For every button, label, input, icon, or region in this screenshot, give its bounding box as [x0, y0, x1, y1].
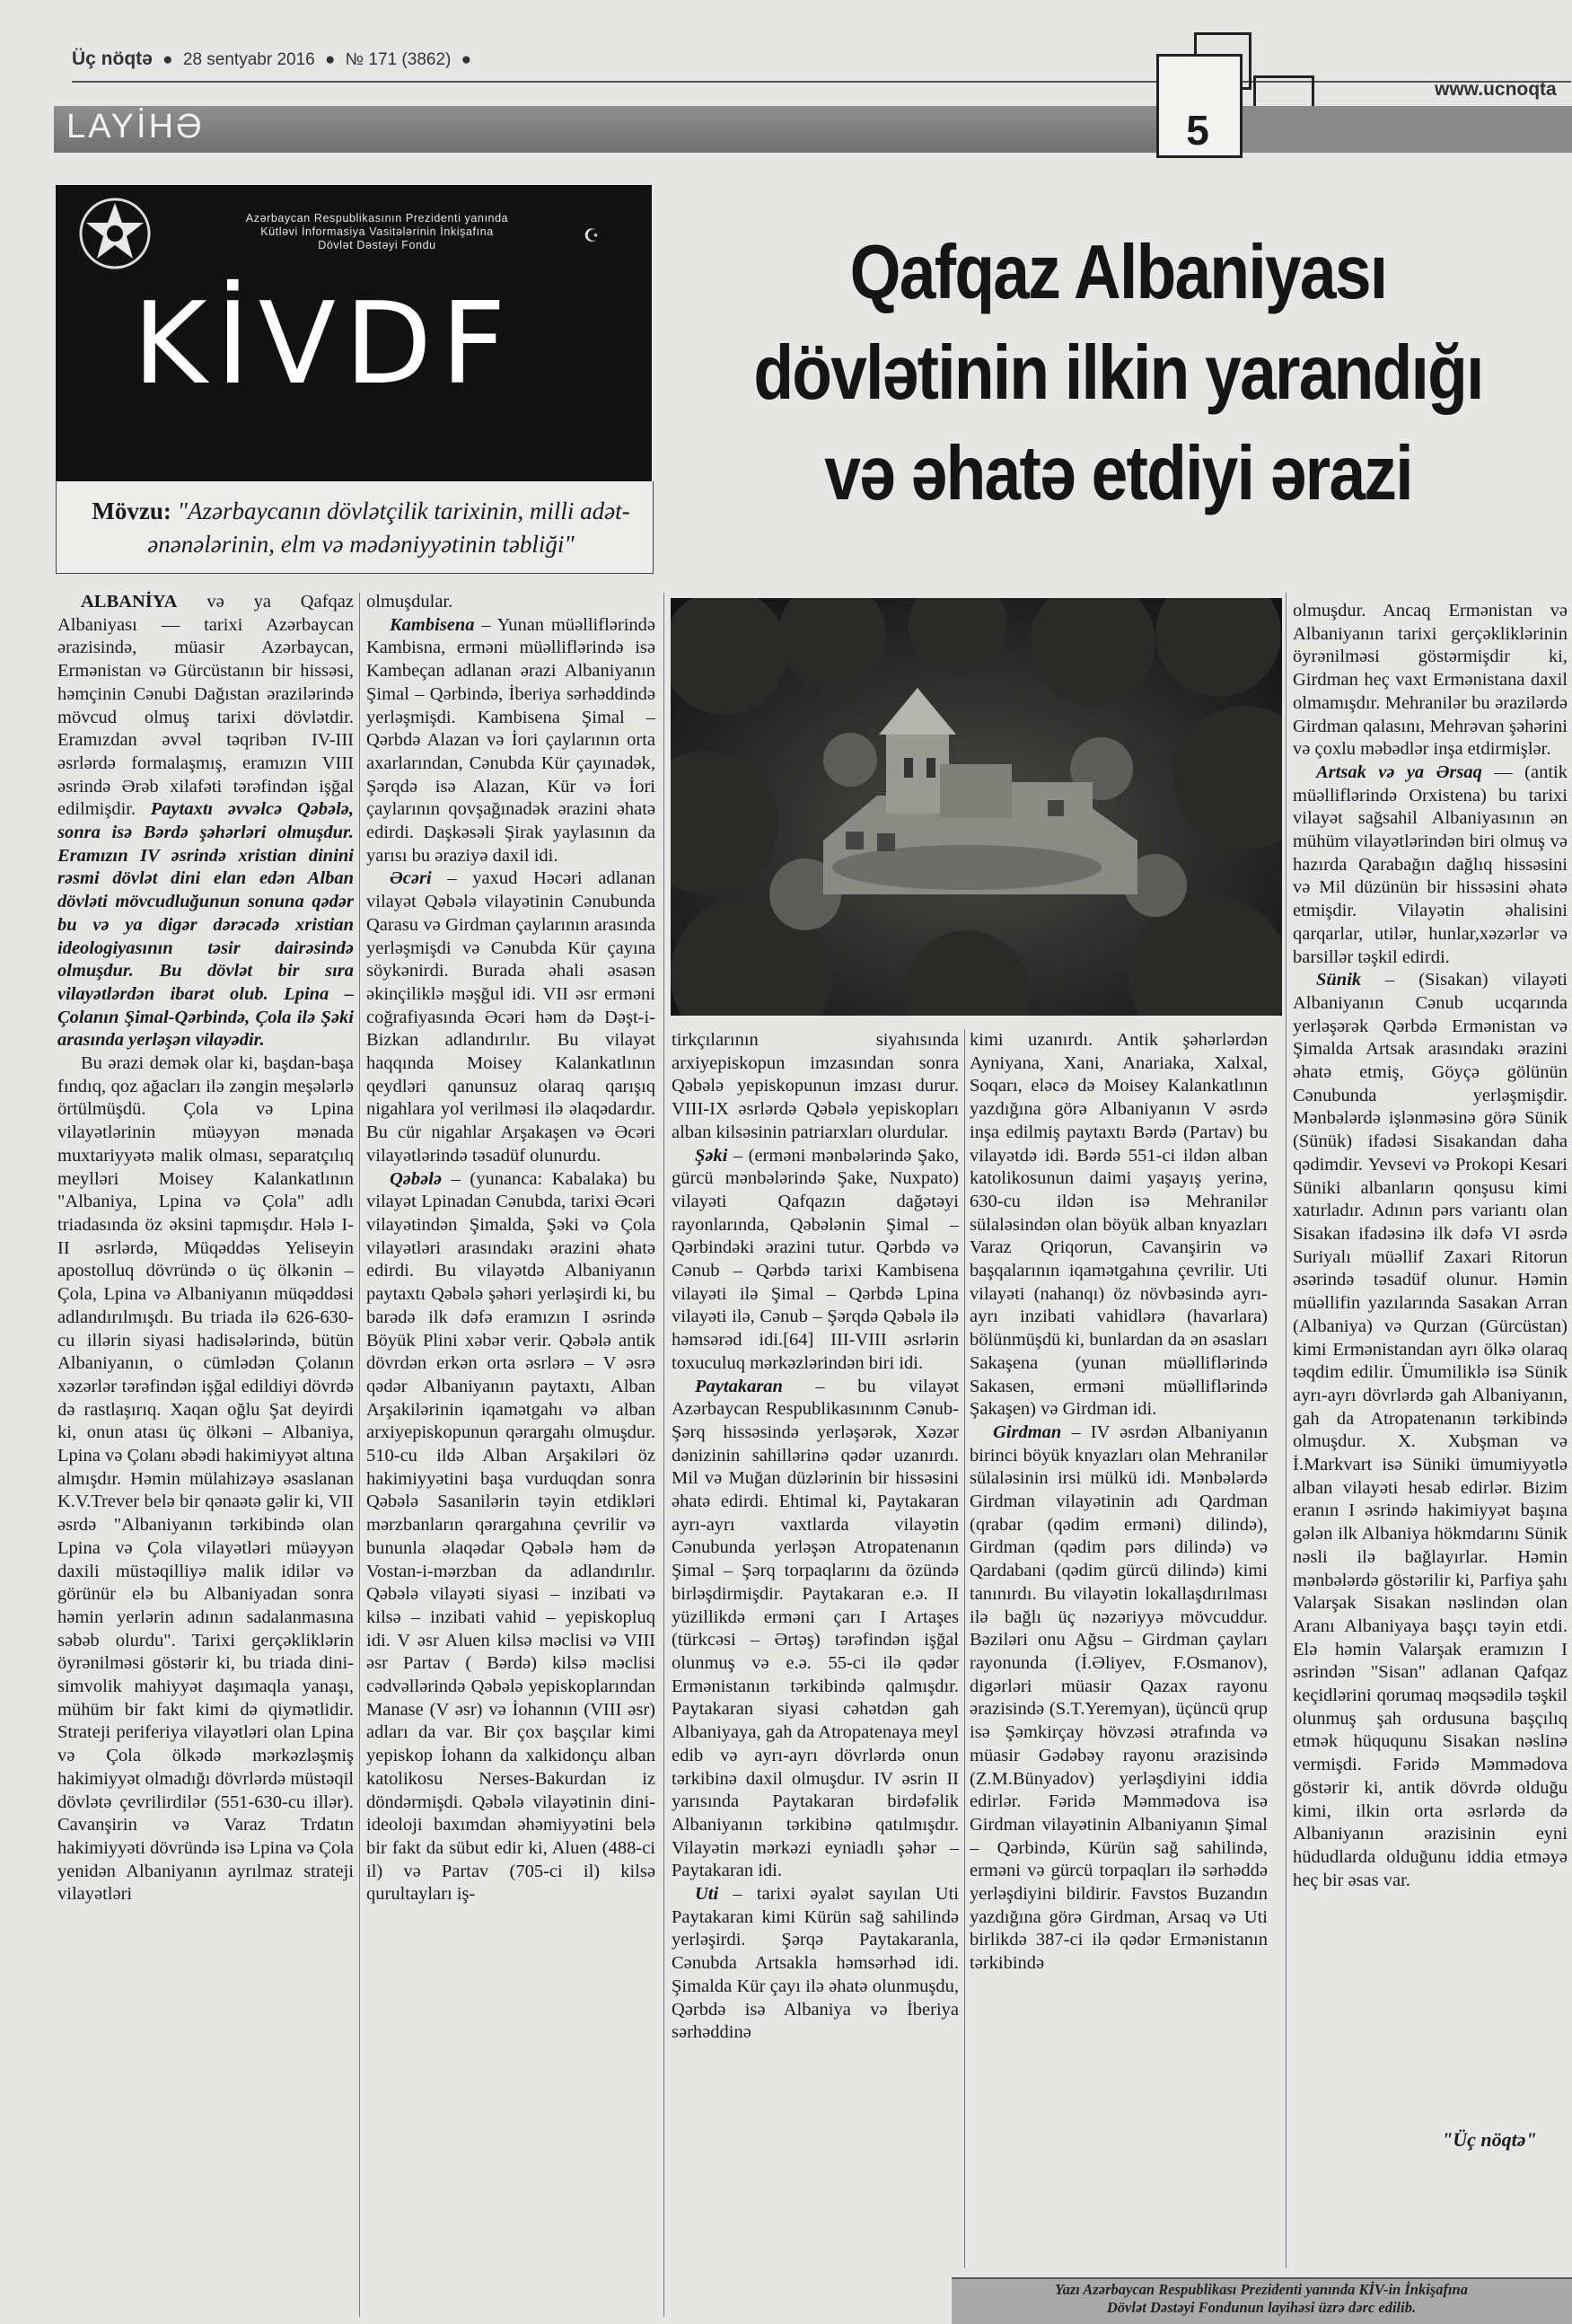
- topic-label: Mövzu:: [92, 497, 171, 524]
- paragraph-text: olmuşdular.: [366, 592, 453, 612]
- region-name: Girdman: [993, 1422, 1062, 1442]
- region-name: Qəbələ: [390, 1168, 443, 1189]
- column-rule: [1286, 593, 1287, 2268]
- kivdf-emblem-icon: [77, 196, 153, 271]
- region-name: Şəki: [695, 1145, 728, 1166]
- bullet-separator: ●: [325, 50, 336, 69]
- headline-line: və əhatə etdiyi ərazi: [824, 431, 1412, 516]
- newspaper-name: Üç nöqtə: [72, 48, 153, 69]
- kivdf-org-line: Azərbaycan Respublikasının Prezidenti yanında: [245, 212, 509, 224]
- issue-number: № 171 (3862): [345, 50, 452, 69]
- bullet-separator: ●: [162, 50, 173, 69]
- page-number: 5: [1186, 107, 1209, 154]
- kivdf-org-line: Dövlət Dəstəyi Fondu: [318, 239, 436, 251]
- region-name: Əcəri: [390, 868, 432, 889]
- paragraph-text: və ya Qafqaz Albaniyası — tarixi Azərbaycan ərazisində, müasir Azərbaycan, Ermənistan və Gürcüstanın bir hissəsi, həmçinin Cənubi Dağıstan ərazilərində mövcud olmuş tarixi dövlətdir. Eramızdan əvvəl təqribən IV-III əsrlərdə formalaşmış, eramızın VIII əsrində Ərəb xilafəti tərəfindən işğal edilmişdir.: [57, 592, 354, 820]
- region-name: Artsak və ya Ərsaq: [1316, 761, 1482, 782]
- kivdf-title: KİVDF: [133, 277, 515, 409]
- kivdf-org-name: [171, 212, 584, 252]
- headline-line: dövlətinin ilkin yarandığı: [753, 330, 1483, 416]
- paragraph-text: kimi uzanırdı. Antik şəhərlərdən Ayniyana, Xani, Anariaka, Xalxal, Soqarı, eləcə də Moisey Kalankatlının yazdığına görə Albaniyanın V əsrdə inşa edilmiş paytaxtı Bərdə (Partav) bu vilayətdə idi. Bərdə 551-ci ildən alban katolikosunun daimi yaşayış yerinə, 630-cu ildən isə Mehranilər sülaləsindən olan böyük alban knyazları Varaz Qriqorun, Cavanşirin və başqalarının iqamətgahına çevrilir. Uti vilayəti (nahanqı) öz növbəsində ayrı-ayrı inzibati vahidlərə (havarlara) bölünmüşdü ki, bunlardan da ən əsasları Sakaşena (yunan müəlliflərində Sakasen, erməni müəlliflərində Şakaşen) və Girdman idi.: [970, 1030, 1268, 1420]
- article-credit: "Üç nöqtə": [1442, 2128, 1537, 2151]
- footer-note: [961, 2281, 1562, 2317]
- crescent-star-icon: ☪: [584, 226, 600, 246]
- paragraph-text: — (antik müəlliflərində Orxistena) bu tarixi vilayət sağsahil Albaniyasının ən mühüm vilayətlərindən biri olmuş və hazırda Qarabağın dağlıq hissəsini və Mil düzünün bir hissəsini əhatə etmişdir. Vilayətin əhalisini qarqarlar, utilər, hunlar,xəzərlər və barsillər təşkil edirdi.: [1293, 761, 1568, 967]
- footer-line: Yazı Azərbaycan Respublikası Prezidenti yanında KİV-in İnkişafına: [1055, 2281, 1468, 2298]
- paragraph-text: – (Sisakan) vilayəti Albaniyanın Cənub ucqarında yerləşərək Qərbdə Ermənistan və Şimalda Artsak arasındakı ərazini əhatə etmiş, Göyçə gölünün Cənubunda yerləşmişdir. Mənbələrdə işlənməsinə görə Sünik (Sünük) ifadəsi Sisakandan daha qədimdir. Yevsevi və Prokopi Kesari Süniki albanların qonşusu kimi xatırladır. Adının pərs variantı olan Sisakan ifadəsinə ilk dəfə VI əsrdə Suriyalı müəllif Zaxari Ritorun əsərində təsadüf olunur. Həmin müəllifin yazılarında Sasakan Arran (Albaniya) və Qurzan (Gürcüstan) kimi Ermənistandan ayrı ölkə olaraq təqdim edilir. Ümumiliklə isə Sünik ayrı-ayrı dövrlərdə gah Albaniyanın, gah da Atropatenanın tərkibində olmuşdur. X. Xubşman və İ.Markvart isə Süniki ümumiyyətlə alban vilayəti hesab edirlər. Bizim eranın I əsrində hakimiyyət başına gələn ilk Albaniya hökmdarını Sünik nəsli ilə bağlayırlar. Həmin mənbələrdə göstərilir ki, Parfiya şahı Valarşak Sisakan nəslindən olan Aranı Albaniyaya başçı təyin etdi. Elə həmin Valarşak eramızın I əsrindən "Sisan" adlanan Qafqaz keçidlərini qorumaq məqsədilə təşkil olunmuş şah ordusuna başçılıq etmək hüququnu Sisakan nəslinə vermişdi. Fəridə Məmmədova göstərir ki, antik dövrdə olduğu kimi, ilkin orta əsrlərdə də Albaniyanın ərazisinin eyni hüdudlarda olduğunu iddia etməyə heç bir əsas var.: [1293, 970, 1568, 1890]
- topic-text: [83, 495, 639, 561]
- article-column-3: [672, 1029, 959, 2286]
- section-bar: [54, 106, 1156, 153]
- paragraph-text: – yaxud Həcəri adlanan vilayət Qəbələ vilayətinin Cənubunda Qarasu və Girdman çaylarının arasında yerləşmişdi və Cənubda Kür çayına söykənirdi. Burada əhali əsasən əkinçiliklə məşğul idi. VII əsr erməni coğrafiyasında Əcəri həm də Dəşt-i-Bizkan adlandırılır. Bu vilayət haqqında Moisey Kalankatlının qeydləri qanunsuz olaraq qarışıq nigahlara yol verilməsi ilə əlaqədardır. Bu cür nigahlar Arşakaşen və Əcəri vilayətlərində təsadüf olunurdu.: [366, 868, 655, 1166]
- footer-line: Dövlət Dəstəyi Fondunun layihəsi üzrə dərc edilib.: [1106, 2299, 1417, 2316]
- article-column-5: [1293, 600, 1568, 2216]
- region-name: Uti: [695, 1884, 719, 1905]
- paragraph-text: – Yunan müəlliflərində Kambisna, erməni müəlliflərində isə Kambeçan adlanan ərazi Albaniyanın Şimal – Qərbində, İberiya sərhəddində yerləşmişdi. Kambisena Şimal – Qərbdə Alazan və İori çaylarının orta axarlarından, Cənubda Kür çayınadək, Şərqdə isə Alazan, Kür və İori çaylarının qovşağınadək ərazini əhatə edirdi. Daşkəsəli Şirak yaylasının da yarısı bu əraziyə daxil idi.: [366, 614, 655, 866]
- emphasized-text: Paytaxtı əvvəlcə Qəbələ, sonra isə Bərdə şəhərləri olmuşdur. Eramızın IV əsrində xristian dinini rəsmi dövlət dini elan edən Alban dövləti mövcudluğunun sonuna qədər bu və ya digər dərəcədə xristian ideologiyasının təsir dairəsində olmuşdur. Bu dövlət bir sıra vilayətlərdən ibarət olub. Lpina – Çolanın Şimal-Qərbində, Çola ilə Şəki arasında yerləşən vilayədir.: [57, 799, 354, 1051]
- region-name: Paytakaran: [695, 1376, 783, 1396]
- kivdf-org-line: Kütləvi İnformasiya Vasitələrinin İnkişafına: [260, 225, 494, 238]
- article-column-4: [970, 1029, 1268, 2286]
- church-photo-icon: [671, 598, 1282, 1016]
- region-name: Sünik: [1316, 970, 1362, 990]
- paragraph-text: Bu ərazi demək olar ki, başdan-başa fındıq, qoz ağacları ilə zəngin meşələrlə örtülmüşdü. Çola və Lpina vilayətlərinin müəyyən mənada muxtariyyətə malik olması, separatçılıq meylləri Moisey Kalankatlının "Albaniya, Lpina və Çola" adlı triadasında öz əksini tapmışdır. Hələ I-II əsrlərdə, Müqəddəs Yeliseyin apostolluq dövründə o üç ölkənin – Çola, Lpina və Albaniyanın müqəddəsi adlandırılmışdı. Bu triada ilə 626-630-cu illərin siyasi hadisələrində, bütün Albaniyanın, o cümlədən Çolanın xəzərlər tərəfindən işğal edildiyi dövrdə də rastlaşırıq. Xaqan oğlu Şat deyirdi ki, onun atası üç ölkəni – Albaniya, Lpina və Çolanı əbədi hakimiyyət altına almışdır. Həmin mülahizəyə əsaslanan K.V.Trever belə bir qənaətə gəlir ki, VII əsrdə "Albaniyanın tərkibində olan Lpina və Çola vilayətləri müəyyən daxili müstəqilliyə malik idilər və görünür elə bu Albaniyadan sonra həmin yerlərin adının sadalanmasına səbəb olurdu". Tarixi gerçəkliklərin öyrənilməsi göstərir ki, bu triada dini-simvolik mahiyyət daşımaqla yanaşı, mühüm bir fakt kimi də qiymətlidir. Strateji periferiya vilayətləri olan Lpina və Çola ölkədə mərkəzləşmiş hakimiyyət olmadığı dövrlərdə müstəqil dövlətə çevrilirdilər (551-630-cu illər). Cavanşirin və Varaz Trdatın hakimiyyəti dövründə isə Lpina və Çola yenidən Albaniyanın ayrılmaz strateji vilayətləri: [57, 1053, 354, 1905]
- paragraph-text: – bu vilayət Azərbaycan Respublikasınınm Cənub-Şərq hissəsində yerləşərək, Xəzər dənizinin sahillərinə qədər uzanırdı. Mil və Muğan düzlərinin bir hissəsini əhatə edirdi. Ehtimal ki, Paytakaran ayrı-ayrı vaxtlarda vilayətin Cənubunda yerləşən Atropatenanın Şimal – Şərq torpaqlarını da özündə birləşdirmişdir. Paytakaran e.ə. II yüzillikdə erməni çarı I Artaşes (türkcəsi – Ərtəş) tərəfindən işğal olunmuş və e.ə. 55-ci ilə qədər Ermənistanın tərkibində qalmışdır. Paytakaran siyasi cəhətdən gah Albaniyaya, gah da Atropatenaya meyl edib və ayrı-ayrı dövrlərdə onun tərkibinə daxil olmuşdur. IV əsrin II yarısında Paytakaran birdəfəlik Albaniyanın tərkibinə qatılmışdır. Vilayətin mərkəzi eyniadlı şəhər – Paytakaran idi.: [672, 1376, 959, 1881]
- issue-date: 28 sentyabr 2016: [182, 50, 315, 69]
- website-url: www.ucnoqta: [1435, 79, 1557, 100]
- topic-value: "Azərbaycanın dövlətçilik tarixinin, milli adət-ənənələrinin, elm və mədəniyyətinin təbliği": [147, 497, 630, 558]
- paragraph-text: – (yunanca: Kabalaka) bu vilayət Lpinadan Cənubda, tarixi Əcəri vilayətindən Şimalda, Şəki və Çola vilayətləri arasındakı ərazini əhatə edirdi. Bu vilayətdə Albaniyanın paytaxtı Qəbələ şəhəri yerləşirdi ki, bu barədə ilk dəfə eramızın I əsrində Böyük Plini xəbər verir. Qəbələ antik dövrdən erkən orta əsrlərə – V əsrə qədər Albaniyanın paytaxtı, Alban Arşakilərinin iqamətgahı və alban arxiyepiskopunun qərargahı olmuşdur. 510-cu ildə Alban Arşakiləri öz hakimiyyətini başa vurduqdan sonra Qəbələ Sasanilərin təyin etdikləri mərzbanların qərargahına çevrilir və bununla əlaqədar Qəbələ həm də Vostan-i-mərzban da adlandırılır. Qəbələ vilayəti siyasi – inzibati və kilsə – inzibati vahid – yepiskopluq idi. V əsr Aluen kilsə məclisi və VIII əsr Partav ( Bərdə) kilsə məclisi cədvəllərində Qəbələ yepiskoplarından Manase (V əsr) və İohannın (VIII əsr) adları da var. Bir çox başçılar kimi yepiskop İohann da xalkidonçu alban katolikosu Nerses-Bakurdan iz döndərmişdi. Qəbələ vilayətinin dini-ideoloji baxımdan əhəmiyyətini belə bir fakt da sübut edir ki, Aluen (488-ci il) və Partav (705-ci il) kilsə qurultayları iş-: [366, 1168, 655, 1905]
- paragraph-text: tirkçılarının siyahısında arxiyepiskopun imzasından sonra Qəbələ yepiskopunun imzası durur. VIII-IX əsrlərdə Qəbələ yepiskopları alban kilsəsinin patriarxları olurdular.: [672, 1030, 959, 1142]
- header-rule: [72, 81, 1571, 83]
- article-column-2: [366, 591, 655, 2320]
- article-column-1: [57, 591, 354, 2320]
- column-rule: [964, 1029, 965, 2268]
- article-headline: [728, 223, 1508, 524]
- section-bar-right: [1237, 106, 1572, 153]
- paragraph-text: olmuşdur. Ancaq Ermənistan və Albaniyanın tarixi gerçəkliklərinin öyrənilməsi göstərmişdir ki, Girdman heç vaxt Ermənistana daxil olmamışdır. Mehranilər bu ərazilərdə Girdman qalasını, Mehrəvan şəhərini və çoxlu məbədlər inşa etdirmişlər.: [1293, 601, 1568, 760]
- column-rule: [663, 593, 664, 2317]
- headline-line: Qafqaz Albaniyası: [849, 230, 1387, 315]
- article-lead-word: ALBANİYA: [81, 592, 178, 612]
- column-rule: [359, 593, 360, 2317]
- paragraph-text: – tarixi əyalət sayılan Uti Paytakaran kimi Kürün sağ sahilində yerləşirdi. Şərqə Paytakaranla, Cənubda Artsakla həmsərhəd idi. Şimalda Kür çayı ilə əhatə olunmuşdu, Qərbdə isə Albaniya və İberiya sərhəddinə: [672, 1884, 959, 2043]
- section-label: LAYİHƏ: [66, 108, 205, 145]
- paragraph-text: – (erməni mənbələrində Şako, gürcü mənbələrində Şake, Nuxpato) vilayəti Qafqazın dağətəyi rayonlarında, Qəbələnin Şimal – Qərbindəki ərazini tutur. Qərbdə və Cənub – Qərbdə tarixi Kambisena vilayəti ilə Şimal – Qərbdə Lpina vilayəti ilə, Cənub – Şərqdə Qəbələ ilə həmsərəd idi.[64] III-VIII əsrlərin toxuculuq mərkəzlərindən biri idi.: [672, 1145, 959, 1373]
- bullet-separator: ●: [461, 50, 472, 69]
- region-name: Kambisena: [390, 614, 475, 635]
- paragraph-text: – IV əsrdən Albaniyanın birinci böyük knyazları olan Mehranilər sülaləsinin irsi mülkü idi. Mənbələrdə Girdman vilayətinin adı Qardman (qrabar (qədim erməni) dilində), Girdman (qədim pərs dilində) və Qardabani (qədim gürcü dilində) kimi tanınırdı. Bu vilayətin lokallaşdırılması ilə bağlı üç nəzəriyyə mövcuddur. Bəziləri onu Ağsu – Girdman çayları rayonunda (İ.Əliyev, F.Osmanov), digərləri müasir Qazax rayonu ərazisində (S.T.Yeremyan), üçüncü qrup isə Şəmkirçay hövzəsi ətrafında və müasir Gədəbəy rayonu ərazisində (Z.M.Bünyadov) yerləşdiyini iddia edirlər. Fəridə Məmmədova isə Girdman vilayətinin Albaniyanın Şimal – Qərbində, Kürün sağ sahilində, erməni və gürcü torpaqları ilə sərhəddə yerləşdiyini bildirir. Favstos Buzandın yazdığına görə Girdman, Arsaq və Uti birlikdə 387-ci ilə qədər Ermənistanın tərkibində: [970, 1422, 1268, 1974]
